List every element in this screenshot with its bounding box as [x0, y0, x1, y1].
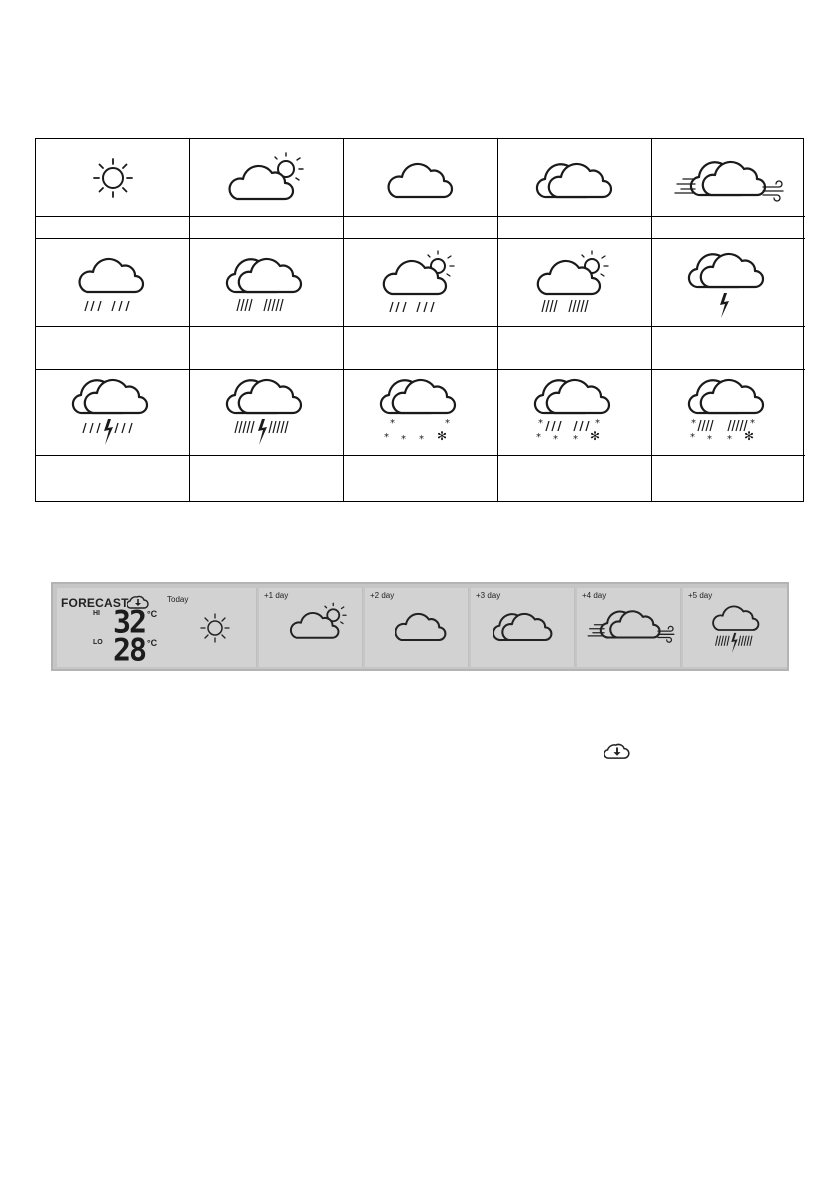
table-label-cell [36, 217, 190, 239]
table-cell-cloud [344, 139, 498, 217]
table-label-cell [344, 217, 498, 239]
cloud-download-icon [604, 741, 630, 761]
table-label-cell [190, 217, 344, 239]
svg-text:✻: ✻ [436, 428, 447, 443]
table-cell-cloud-sun [190, 139, 344, 217]
table-cell-sun [36, 139, 190, 217]
sun-icon [91, 156, 135, 200]
svg-text:*: * [690, 417, 696, 429]
sun-icon [199, 612, 231, 644]
cloud-icon [395, 606, 447, 644]
day-label-plus-5: +5 day [688, 591, 713, 600]
cloud-rain-icon [71, 250, 155, 316]
double-cloud-heavy-sleet-icon [687, 373, 771, 453]
svg-text:*: * [689, 431, 695, 443]
day-label-plus-4: +4 day [582, 591, 607, 600]
double-cloud-rain-thunder-icon [71, 373, 155, 453]
table-label-cell [498, 217, 652, 239]
table-label-cell [344, 456, 498, 501]
svg-text:*: * [706, 433, 712, 445]
cloud-sun-rain-icon [376, 250, 466, 316]
svg-text:*: * [418, 433, 424, 445]
svg-text:✻: ✻ [589, 428, 600, 443]
table-cell-cloud-sun-rain [344, 239, 498, 327]
svg-text:*: * [537, 417, 543, 429]
cloud-icon [388, 154, 454, 202]
svg-text:*: * [444, 417, 450, 429]
forecast-day-box [471, 588, 575, 667]
table-label-cell [498, 456, 652, 501]
svg-text:✻: ✻ [743, 428, 754, 443]
svg-text:*: * [726, 433, 732, 445]
table-cell-double-cloud-heavy-rain-thunder [190, 370, 344, 456]
table-cell-double-cloud-heavy-rain [190, 239, 344, 327]
svg-text:*: * [572, 433, 578, 445]
table-label-cell [190, 456, 344, 501]
forecast-today-box [57, 588, 257, 667]
table-label-cell [652, 456, 805, 501]
table-cell-cloud-rain [36, 239, 190, 327]
table-cell-double-cloud-sleet [498, 370, 652, 456]
double-cloud-icon [537, 154, 613, 202]
forecast-day-box [577, 588, 681, 667]
table-label-cell [652, 217, 805, 239]
table-label-cell [652, 327, 805, 370]
svg-text:*: * [535, 431, 541, 443]
windy-cloud-icon [585, 604, 677, 644]
day-label-plus-2: +2 day [370, 591, 395, 600]
double-cloud-sleet-icon [533, 373, 617, 453]
double-cloud-heavy-rain-thunder-icon [225, 373, 309, 453]
weather-icon-table [35, 138, 804, 502]
cloud-sun-icon [227, 152, 307, 204]
svg-text:*: * [400, 433, 406, 445]
double-cloud-snow-icon [379, 373, 463, 453]
svg-text:*: * [594, 417, 600, 429]
forecast-title: FORECAST [61, 596, 129, 610]
cloud-sun-icon [289, 602, 349, 642]
double-cloud-icon [493, 606, 553, 644]
day-label-plus-3: +3 day [476, 591, 501, 600]
table-label-cell [36, 456, 190, 501]
forecast-day-box [365, 588, 469, 667]
svg-text:*: * [749, 417, 755, 429]
table-cell-double-cloud-snow [344, 370, 498, 456]
table-cell-double-cloud-thunder [652, 239, 805, 327]
double-cloud-heavy-rain-icon [225, 250, 309, 316]
forecast-day-box [683, 588, 787, 667]
svg-text:*: * [552, 433, 558, 445]
svg-text:*: * [389, 417, 395, 429]
day-label-today: Today [167, 595, 189, 604]
table-label-cell [36, 327, 190, 370]
forecast-display-panel [51, 582, 789, 671]
table-cell-windy-cloud [652, 139, 805, 217]
lo-label: LO [93, 639, 103, 646]
hi-label: HI [93, 610, 100, 617]
lo-temperature: 28 [113, 632, 146, 669]
table-label-cell [344, 327, 498, 370]
table-label-cell [190, 327, 344, 370]
cloud-sun-heavy-rain-icon [530, 250, 620, 316]
windy-cloud-icon [671, 153, 787, 203]
double-cloud-thunder-icon [687, 243, 771, 323]
hi-temperature: 32 [113, 604, 146, 641]
table-cell-cloud-sun-heavy-rain [498, 239, 652, 327]
lo-unit: °C [147, 638, 158, 648]
forecast-day-box [259, 588, 363, 667]
table-cell-double-cloud-heavy-sleet [652, 370, 805, 456]
table-label-cell [498, 327, 652, 370]
day-label-plus-1: +1 day [264, 591, 289, 600]
hi-unit: °C [147, 609, 158, 619]
table-cell-double-cloud [498, 139, 652, 217]
table-cell-double-cloud-rain-thunder [36, 370, 190, 456]
cloud-heavy-rain-thunder-icon [707, 600, 767, 660]
svg-text:*: * [383, 431, 389, 443]
